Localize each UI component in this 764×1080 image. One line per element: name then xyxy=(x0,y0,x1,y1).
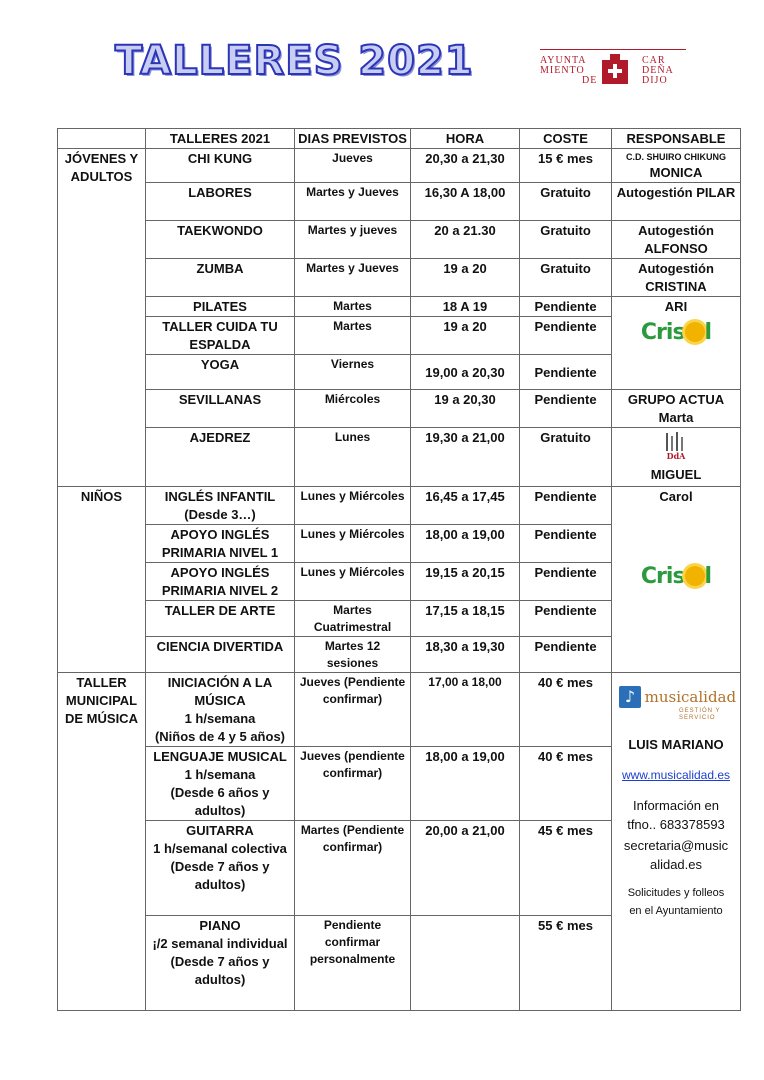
dias-cell: Jueves xyxy=(295,149,411,183)
taller-horas: ¡/2 semanal individual xyxy=(152,936,288,951)
group-musica: TALLER MUNICIPAL DE MÚSICA xyxy=(58,673,146,1011)
logo-text-2: MIENTO xyxy=(540,65,585,76)
coat-of-arms-icon xyxy=(598,54,632,86)
info-line-1: Información en xyxy=(633,798,719,813)
dias-cell: Martes y jueves xyxy=(295,221,411,259)
dias-cell: Martes xyxy=(295,297,411,317)
taller-horas: 1 h/semana xyxy=(184,711,256,726)
responsable-sub: C.D. SHUIRO CHIKUNG xyxy=(625,152,726,162)
table-row xyxy=(58,297,741,317)
responsable-cell-ajedrez xyxy=(612,428,741,487)
info-email-line-1: secretaria@music xyxy=(623,838,729,853)
responsable-cell xyxy=(612,149,741,183)
taller-cell: PILATES xyxy=(146,297,295,317)
taller-name: LENGUAJE MUSICAL xyxy=(153,749,287,764)
col-header-group xyxy=(58,129,146,149)
group-ninos: NIÑOS xyxy=(58,487,146,673)
taller-name: INICIACIÓN A LA MÚSICA xyxy=(167,675,273,708)
taller-cell xyxy=(146,673,295,747)
responsable-cell: Autogestión PILAR xyxy=(612,183,741,221)
coste-cell: Pendiente xyxy=(520,563,612,601)
coste-cell: Pendiente xyxy=(520,297,612,317)
dias-cell: Lunes y Miércoles xyxy=(295,563,411,601)
taller-cell: AJEDREZ xyxy=(146,428,295,487)
table-header-row xyxy=(58,129,741,149)
dias-cell: Lunes y Miércoles xyxy=(295,487,411,525)
dias-cell: Viernes xyxy=(295,355,411,390)
coste-cell: Gratuito xyxy=(520,259,612,297)
table-row xyxy=(58,673,741,747)
hora-cell: 18 A 19 xyxy=(411,297,520,317)
logo-text-5: DEÑA xyxy=(642,65,674,76)
dias-cell: Lunes xyxy=(295,428,411,487)
talleres-table xyxy=(57,128,741,1011)
info-email-line-2: alidad.es xyxy=(649,857,703,872)
hora-cell: 20,00 a 21,00 xyxy=(411,821,520,916)
col-header-coste: COSTE xyxy=(520,129,612,149)
coste-cell: Gratuito xyxy=(520,428,612,487)
coste-cell: 40 € mes xyxy=(520,747,612,821)
taller-name: GUITARRA xyxy=(186,823,254,838)
musicalidad-name: musicalidad xyxy=(644,688,737,706)
taller-edad: (Desde 7 años y adultos) xyxy=(170,954,270,987)
hora-cell: 16,45 a 17,45 xyxy=(411,487,520,525)
responsable-cell-carol xyxy=(612,487,741,673)
taller-name: PIANO xyxy=(199,918,241,933)
col-header-responsable: RESPONSABLE xyxy=(612,129,741,149)
svg-text:DdA: DdA xyxy=(666,451,686,461)
col-header-taller: TALLERES 2021 xyxy=(146,129,295,149)
responsable-cell-ari xyxy=(612,297,741,390)
hora-cell: 19 a 20,30 xyxy=(411,390,520,428)
coste-cell: 55 € mes xyxy=(520,916,612,1011)
info-note: Solicitudes y folleos en el Ayuntamiento xyxy=(627,887,725,917)
coste-cell: Pendiente xyxy=(520,601,612,637)
dias-cell: Martes (Pendiente confirmar) xyxy=(295,821,411,916)
dias-cell: Martes xyxy=(295,317,411,355)
table-row xyxy=(58,149,741,183)
responsable-name: ARI xyxy=(664,299,688,314)
taller-edad: (Desde 7 años y adultos) xyxy=(170,859,270,892)
taller-horas: 1 h/semanal colectiva xyxy=(153,841,287,856)
logo-text-3: DE xyxy=(582,75,598,86)
responsable-name: MIGUEL xyxy=(650,467,702,482)
dias-cell: Pendiente confirmar personalmente xyxy=(295,916,411,1011)
logo-text-4: CAR xyxy=(642,55,666,66)
col-header-dias: DIAS PREVISTOS xyxy=(295,129,411,149)
dias-cell: Martes y Jueves xyxy=(295,183,411,221)
hora-cell: 17,00 a 18,00 xyxy=(411,673,520,747)
info-phone: tfno.. 683378593 xyxy=(627,817,725,832)
taller-cell: CIENCIA DIVERTIDA xyxy=(146,637,295,673)
dias-cell: Martes Cuatrimestral xyxy=(295,601,411,637)
taller-cell: APOYO INGLÉS PRIMARIA NIVEL 1 xyxy=(146,525,295,563)
taller-edad: (Niños de 4 y 5 años) xyxy=(154,729,286,744)
taller-cell: TAEKWONDO xyxy=(146,221,295,259)
crisol-logo: Cris l xyxy=(640,564,712,589)
coste-cell: Pendiente xyxy=(520,355,612,390)
hora-cell: 18,30 a 19,30 xyxy=(411,637,520,673)
taller-cell xyxy=(146,747,295,821)
logo-text-6: DIJO xyxy=(642,75,668,86)
coste-cell: 40 € mes xyxy=(520,673,612,747)
website-link[interactable]: www.musicalidad.es xyxy=(621,768,731,782)
responsable-cell: GRUPO ACTUA Marta xyxy=(612,390,741,428)
group-adultos: JÓVENES Y ADULTOS xyxy=(58,149,146,487)
dias-cell: Jueves (Pendiente confirmar) xyxy=(295,673,411,747)
table-row xyxy=(58,487,741,525)
taller-cell: TALLER CUIDA TU ESPALDA xyxy=(146,317,295,355)
coste-cell: Pendiente xyxy=(520,525,612,563)
hora-cell: 16,30 A 18,00 xyxy=(411,183,520,221)
dias-cell: Miércoles xyxy=(295,390,411,428)
coste-cell: Gratuito xyxy=(520,221,612,259)
hora-cell: 19 a 20 xyxy=(411,259,520,297)
table-row xyxy=(58,221,741,259)
logo-text-1: AYUNTA xyxy=(540,55,587,66)
taller-cell: SEVILLANAS xyxy=(146,390,295,428)
coste-cell: 15 € mes xyxy=(520,149,612,183)
responsable-cell-musica xyxy=(612,673,741,1011)
coste-cell: 45 € mes xyxy=(520,821,612,916)
responsable-name: LUIS MARIANO xyxy=(628,737,724,752)
dias-cell: Martes y Jueves xyxy=(295,259,411,297)
taller-cell: TALLER DE ARTE xyxy=(146,601,295,637)
hora-cell: 20,30 a 21,30 xyxy=(411,149,520,183)
table-row xyxy=(58,428,741,487)
hora-cell: 19,15 a 20,15 xyxy=(411,563,520,601)
musicalidad-tagline: GESTIÓN Y SERVICIO xyxy=(679,708,721,721)
hora-cell: 18,00 a 19,00 xyxy=(411,525,520,563)
coste-cell: Pendiente xyxy=(520,317,612,355)
hora-cell: 19,30 a 21,00 xyxy=(411,428,520,487)
page-title: TALLERES 2021 xyxy=(115,38,474,84)
hora-cell: 19 a 20 xyxy=(411,317,520,355)
dias-cell: Jueves (pendiente confirmar) xyxy=(295,747,411,821)
crisol-logo: Cris l xyxy=(640,320,712,345)
ayuntamiento-logo xyxy=(538,48,688,90)
music-note-icon: ♪ xyxy=(619,686,641,708)
table-row xyxy=(58,183,741,221)
dias-cell: Lunes y Miércoles xyxy=(295,525,411,563)
coste-cell: Pendiente xyxy=(520,637,612,673)
dda-logo-icon xyxy=(662,431,690,461)
musicalidad-logo xyxy=(615,686,737,722)
taller-cell: YOGA xyxy=(146,355,295,390)
taller-cell: ZUMBA xyxy=(146,259,295,297)
col-header-hora: HORA xyxy=(411,129,520,149)
responsable-cell: Autogestión CRISTINA xyxy=(612,259,741,297)
taller-cell xyxy=(146,821,295,916)
taller-edad: (Desde 6 años y adultos) xyxy=(170,785,270,818)
coste-cell: Gratuito xyxy=(520,183,612,221)
hora-cell: 19,00 a 20,30 xyxy=(411,355,520,390)
taller-cell: APOYO INGLÉS PRIMARIA NIVEL 2 xyxy=(146,563,295,601)
table-row xyxy=(58,259,741,297)
responsable-cell: Autogestión ALFONSO xyxy=(612,221,741,259)
hora-cell xyxy=(411,916,520,1011)
coste-cell: Pendiente xyxy=(520,487,612,525)
dias-cell: Martes 12 sesiones xyxy=(295,637,411,673)
responsable-name: Carol xyxy=(659,489,693,504)
table-row xyxy=(58,390,741,428)
taller-cell xyxy=(146,916,295,1011)
taller-cell: INGLÉS INFANTIL (Desde 3…) xyxy=(146,487,295,525)
coste-cell: Pendiente xyxy=(520,390,612,428)
taller-cell: LABORES xyxy=(146,183,295,221)
hora-cell: 18,00 a 19,00 xyxy=(411,747,520,821)
hora-cell: 17,15 a 18,15 xyxy=(411,601,520,637)
hora-cell: 20 a 21.30 xyxy=(411,221,520,259)
taller-cell: CHI KUNG xyxy=(146,149,295,183)
taller-horas: 1 h/semana xyxy=(184,767,256,782)
responsable-name: MONICA xyxy=(649,165,703,180)
